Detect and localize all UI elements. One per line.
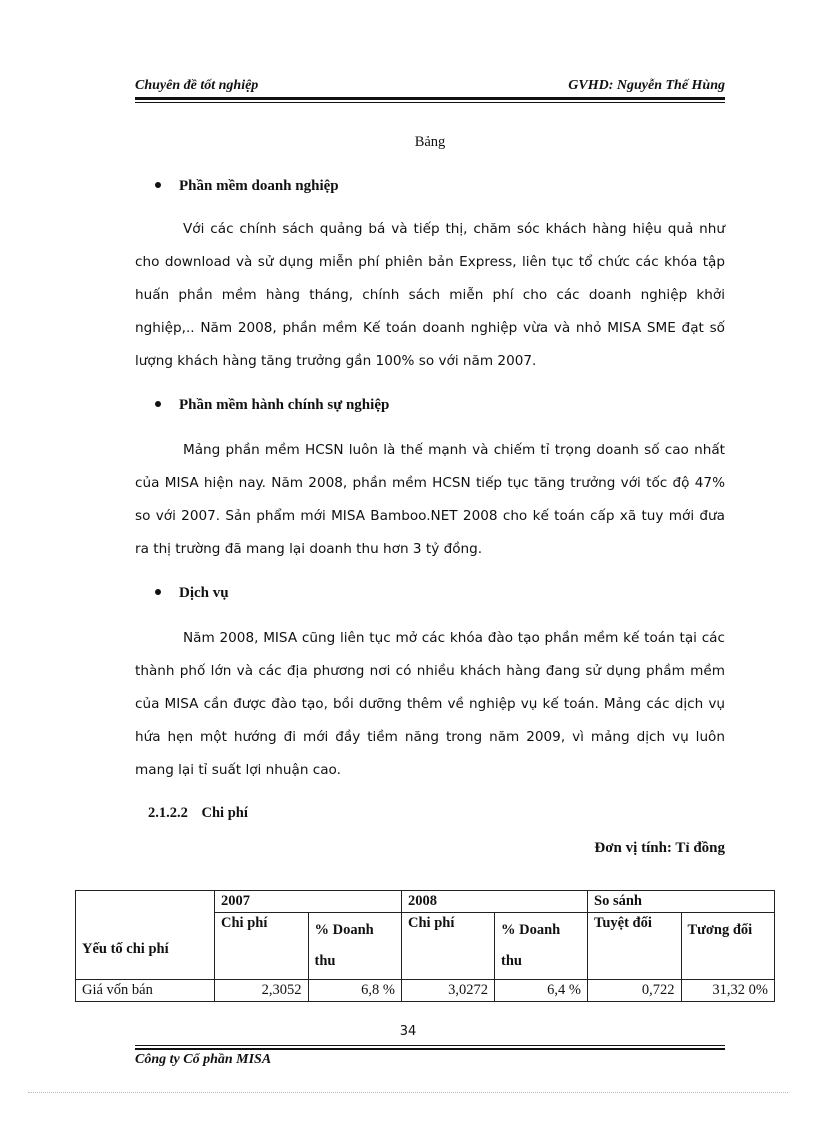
sub-header: % Doanh thu — [308, 913, 402, 980]
bullet-heading: Dịch vụ — [155, 585, 229, 602]
table-cell: 31,32 0% — [681, 980, 775, 1002]
group-header: 2007 — [215, 891, 402, 913]
page-number: 34 — [399, 1024, 417, 1039]
paragraph: Năm 2008, MISA cũng liên tục mở các khóa đào tạo phần mềm kế toán tại các thành phố lớn và các địa phương nơi có nhiều khách hàng đang sử dụng phầm mềm của MISA cần được đào tạo, bồi dưỡng thêm về nghiệp vụ kế toán. Mảng các dịch vụ hứa hẹn một hướng đi mới đầy tiềm năng trong năm 2009, vì mảng dịch vụ luôn mang lại tỉ suất lợi nhuận cao. — [135, 630, 725, 778]
table-cell: 2,3052 — [215, 980, 309, 1002]
footer-rule-thin — [135, 1045, 725, 1046]
sub-header: % Doanh thu — [495, 913, 588, 980]
sub-header: Chi phí — [402, 913, 495, 980]
cost-table — [75, 890, 775, 1002]
bullet-heading: Phần mềm doanh nghiệp — [155, 178, 339, 195]
page-header — [135, 76, 725, 98]
page-footer: Công ty Cổ phần MISA — [135, 1052, 272, 1067]
page-edge-divider — [28, 1092, 788, 1093]
table-clip — [70, 880, 790, 1011]
table-cell: 6,8 % — [308, 980, 402, 1002]
table-cell: 3,0272 — [402, 980, 495, 1002]
sub-header: Tương đối — [681, 913, 775, 980]
table-cell: 6,4 % — [495, 980, 588, 1002]
paragraph: Mảng phần mềm HCSN luôn là thế mạnh và chiếm tỉ trọng doanh số cao nhất của MISA hiện nay. Năm 2008, phần mềm HCSN tiếp tục tăng trưởng với tốc độ 47% so với 2007. Sản phẩm mới MISA Bamboo.NET 2008 cho kế toán cấp xã tuy mới đưa ra thị trường đã mang lại doanh thu hơn 3 tỷ đồng. — [135, 442, 725, 557]
group-header: So sánh — [588, 891, 775, 913]
paragraph: Với các chính sách quảng bá và tiếp thị, chăm sóc khách hàng hiệu quả như cho download và sử dụng miễn phí phiên bản Express, liên tục tổ chức các khóa tập huấn phần mềm hàng tháng, chính sách miễn phí cho các doanh nghiệp khởi nghiệp,.. Năm 2008, phần mềm Kế toán doanh nghiệp vừa và nhỏ MISA SME đạt số lượng khách hàng tăng trưởng gần 100% so với năm 2007. — [135, 221, 725, 369]
bullet-icon — [155, 401, 161, 407]
table-cell: Giá vốn bán — [76, 980, 215, 1002]
row-header: Yếu tố chi phí — [76, 891, 215, 980]
header-left: Chuyên đề tốt nghiệp — [135, 78, 259, 93]
subsection-heading: 2.1.2.2 Chi phí — [148, 805, 248, 821]
header-rule-thin — [135, 102, 725, 103]
bullet-icon — [155, 182, 161, 188]
table-row — [76, 980, 775, 1002]
sub-header: Chi phí — [215, 913, 309, 980]
bullet-heading: Phần mềm hành chính sự nghiệp — [155, 397, 389, 414]
unit-label: Đơn vị tính: Tỉ đồng — [594, 840, 725, 856]
footer-rule — [135, 1048, 725, 1050]
table-caption: Bảng — [414, 134, 446, 150]
header-rule — [135, 97, 725, 100]
header-right: GVHD: Nguyễn Thế Hùng — [568, 78, 725, 93]
table-cell: 0,722 — [588, 980, 682, 1002]
bullet-icon — [155, 589, 161, 595]
group-header: 2008 — [402, 891, 588, 913]
sub-header: Tuyệt đối — [588, 913, 682, 980]
